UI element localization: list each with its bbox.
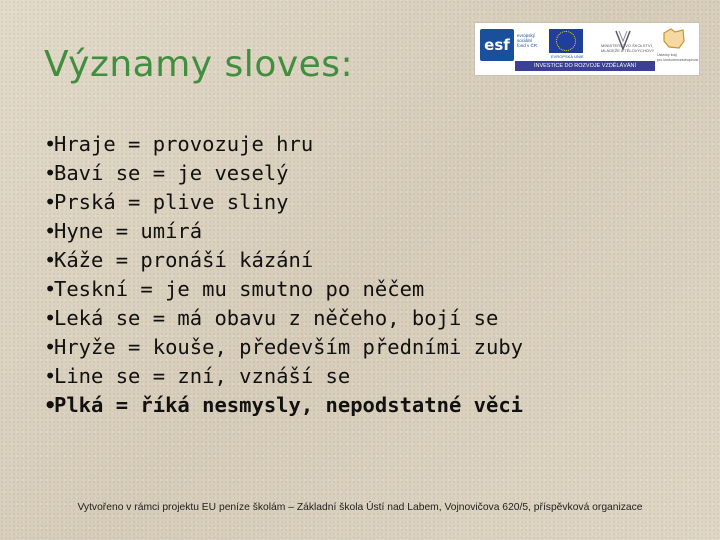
bullet-icon: • xyxy=(44,248,57,272)
esf-logo-text: esf xyxy=(484,36,510,54)
list-item-text: Hryže = kouše, především předními zuby xyxy=(54,335,523,359)
list-item xyxy=(44,159,523,188)
bullet-icon: • xyxy=(44,393,57,417)
logo-banner xyxy=(474,22,700,76)
esf-caption-line: fond v ČR xyxy=(517,43,538,48)
list-item-text: Teskní = je mu smutno po něčem xyxy=(54,277,425,301)
esf-caption-line: evropský xyxy=(517,33,536,38)
slide-title: Významy sloves: xyxy=(44,44,354,85)
bullet-icon: • xyxy=(44,132,57,156)
region-caption-line: pro konkurenceschopnost xyxy=(657,58,699,62)
bullet-icon: • xyxy=(44,277,57,301)
list-item xyxy=(44,275,523,304)
bullet-icon: • xyxy=(44,161,57,185)
list-item xyxy=(44,362,523,391)
investment-strip: INVESTICE DO ROZVOJE VZDĚLÁVÁNÍ xyxy=(515,61,655,71)
msmt-caption-line: MINISTERSTVO ŠKOLSTVÍ, xyxy=(601,43,653,48)
list-item-text: Plká = říká nesmysly, nepodstatné věci xyxy=(54,393,523,417)
list-item xyxy=(44,188,523,217)
msmt-caption xyxy=(601,43,654,53)
bullet-icon: • xyxy=(44,364,57,388)
region-caption xyxy=(657,53,698,63)
footer-text: Vytvořeno v rámci projektu EU peníze školám – Základní škola Ústí nad Labem, Vojnovičova 620/5, příspěvková organizace xyxy=(77,502,643,513)
list-item-text: Line se = zní, vznáší se xyxy=(54,364,351,388)
esf-caption xyxy=(517,33,537,48)
bullet-icon: • xyxy=(44,306,57,330)
region-logo-icon xyxy=(661,27,687,51)
region-caption-line: Ústecký kraj xyxy=(657,53,677,57)
eu-flag-icon xyxy=(549,29,583,53)
list-item-text: Hyne = umírá xyxy=(54,219,203,243)
eu-caption: EVROPSKÁ UNIE xyxy=(551,54,584,59)
bullet-icon: • xyxy=(44,335,57,359)
list-item-text: Leká se = má obavu z něčeho, bojí se xyxy=(54,306,499,330)
list-item xyxy=(44,217,523,246)
bullet-list xyxy=(44,130,523,420)
bullet-icon: • xyxy=(44,190,57,214)
esf-caption-line: sociální xyxy=(517,38,533,43)
esf-logo xyxy=(480,29,514,61)
msmt-caption-line: MLÁDEŽE A TĚLOVÝCHOVY xyxy=(601,48,655,53)
list-item xyxy=(44,333,523,362)
list-item-text: Baví se = je veselý xyxy=(54,161,289,185)
list-item-text: Hraje = provozuje hru xyxy=(54,132,314,156)
list-item xyxy=(44,130,523,159)
list-item xyxy=(44,391,523,420)
bullet-icon: • xyxy=(44,219,57,243)
list-item-text: Prská = plive sliny xyxy=(54,190,289,214)
list-item-text: Káže = pronáší kázání xyxy=(54,248,314,272)
list-item xyxy=(44,246,523,275)
eu-stars-icon xyxy=(556,31,576,51)
list-item xyxy=(44,304,523,333)
